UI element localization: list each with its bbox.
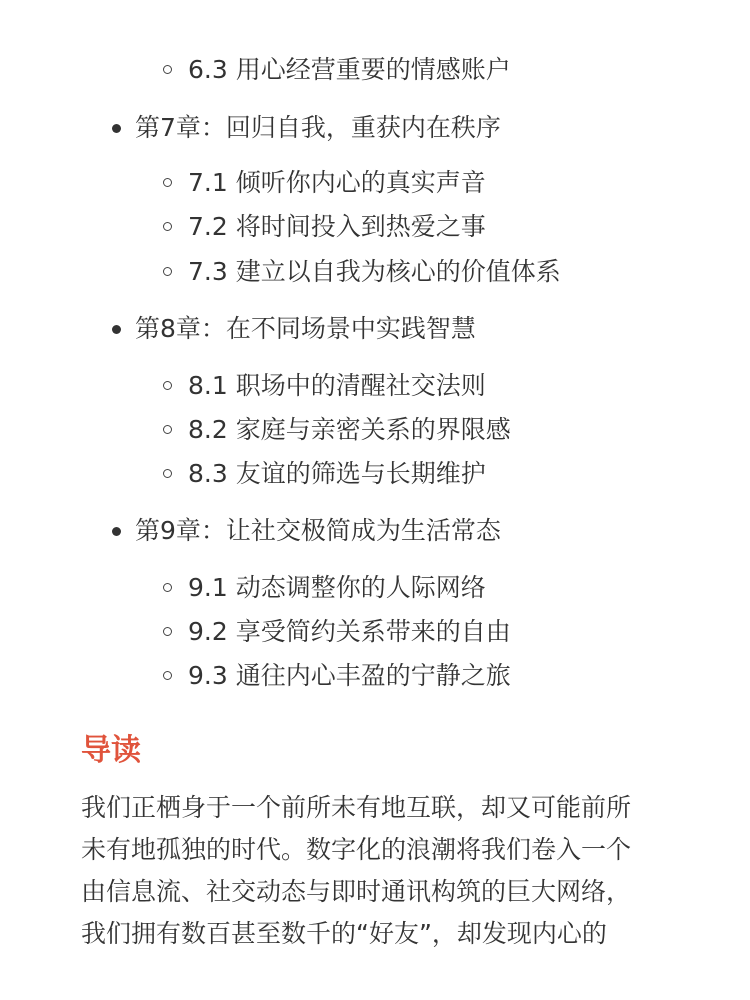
toc-section-label: 9.3 通往内心丰盈的宁静之旅 (188, 661, 511, 690)
hollow-bullet-icon (163, 178, 172, 187)
intro-line: 由信息流、社交动态与即时通讯构筑的巨大网络， (81, 877, 632, 906)
intro-line: 未有地孤独的时代。数字化的浪潮将我们卷入一个 (81, 835, 632, 864)
intro-line: 我们拥有数百甚至数千的“好友”，却发现内心的 (81, 919, 607, 948)
toc-section-9-3[interactable] (188, 660, 511, 692)
toc-section-label: 7.3 建立以自我为核心的价值体系 (188, 257, 561, 286)
toc-section-label: 9.2 享受简约关系带来的自由 (188, 617, 511, 646)
toc-section-label: 7.2 将时间投入到热爱之事 (188, 212, 486, 241)
toc-section-7-1[interactable] (188, 167, 486, 199)
toc-section-label: 8.3 友谊的筛选与长期维护 (188, 459, 486, 488)
toc-chapter-label: 第8章：在不同场景中实践智慧 (135, 314, 476, 343)
toc-section-label: 6.3 用心经营重要的情感账户 (188, 55, 511, 84)
filled-bullet-icon (112, 325, 121, 334)
toc-section-label: 7.1 倾听你内心的真实声音 (188, 168, 486, 197)
filled-bullet-icon (112, 527, 121, 536)
hollow-bullet-icon (163, 65, 172, 74)
toc-section-9-2[interactable] (188, 616, 511, 648)
toc-chapter-label: 第9章：让社交极简成为生活常态 (135, 516, 501, 545)
toc-section-8-1[interactable] (188, 370, 486, 402)
toc-section-6-3[interactable] (188, 54, 511, 86)
toc-section-label: 9.1 动态调整你的人际网络 (188, 573, 486, 602)
intro-heading: 导读 (81, 733, 141, 768)
hollow-bullet-icon (163, 222, 172, 231)
intro-paragraph (81, 787, 681, 955)
hollow-bullet-icon (163, 267, 172, 276)
filled-bullet-icon (112, 124, 121, 133)
hollow-bullet-icon (163, 381, 172, 390)
toc-chapter-8[interactable] (135, 313, 476, 345)
toc-section-label: 8.1 职场中的清醒社交法则 (188, 371, 486, 400)
toc-section-9-1[interactable] (188, 572, 486, 604)
toc-section-7-3[interactable] (188, 256, 561, 288)
intro-line: 我们正栖身于一个前所未有地互联，却又可能前所 (81, 793, 632, 822)
toc-chapter-label: 第7章：回归自我，重获内在秩序 (135, 113, 501, 142)
toc-section-label: 8.2 家庭与亲密关系的界限感 (188, 415, 511, 444)
hollow-bullet-icon (163, 469, 172, 478)
toc-chapter-9[interactable] (135, 515, 501, 547)
hollow-bullet-icon (163, 425, 172, 434)
hollow-bullet-icon (163, 583, 172, 592)
toc-section-8-3[interactable] (188, 458, 486, 490)
toc-chapter-7[interactable] (135, 112, 501, 144)
toc-section-8-2[interactable] (188, 414, 511, 446)
hollow-bullet-icon (163, 627, 172, 636)
toc-section-7-2[interactable] (188, 211, 486, 243)
hollow-bullet-icon (163, 671, 172, 680)
